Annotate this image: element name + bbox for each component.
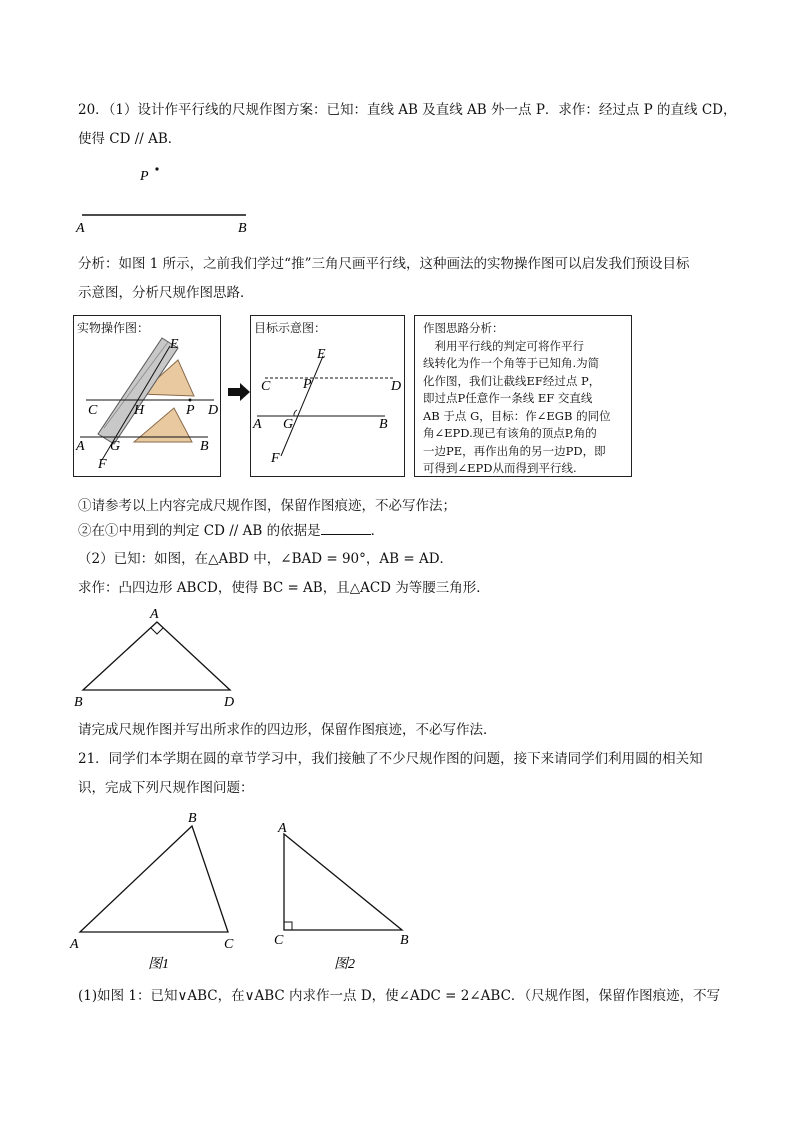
q20-analysis-1: 分析：如图 1 所示，之前我们学过“推”三角尺画平行线，这种画法的实物操作图可以启发我们预设目标: [78, 256, 690, 272]
label-p: P: [303, 377, 312, 392]
figure-1: [66, 808, 256, 976]
label-b: B: [238, 221, 247, 236]
q21-sub1: (1)如图 1：已知∨ABC，在∨ABC 内求作一点 D，使∠ADC = 2∠ABC．（尺规作图，保留作图痕迹，不写: [78, 988, 721, 1004]
label-b: B: [379, 417, 388, 432]
label-b: B: [74, 695, 83, 710]
box-construction-analysis: [414, 315, 632, 477]
arrow-right-icon: [228, 383, 250, 401]
q20-analysis-2: 示意图，分析尺规作图思路．: [78, 285, 254, 301]
line-ef: [281, 356, 323, 456]
answer-blank[interactable]: [321, 520, 371, 535]
box2-title: 目标示意图：: [254, 321, 327, 335]
label-d: D: [391, 379, 402, 394]
q20-part2-line2: 求作：凸四边形 ABCD，使得 BC = AB，且△ACD 为等腰三角形．: [78, 580, 490, 596]
label-p: P: [140, 169, 149, 184]
analysis-notes: 作图思路分析： 利用平行线的判定可将作平行 线转化为作一个角等于已知角.为简 化作图，我们让截线EF经过点 P， 即过点P任意作一条线 EF 交直线 AB 于点 G，目标：作∠EGB 的同位 角∠EPD.现已有该角的顶点P,角的 一边PE，再作出角的另一边PD，即 可得到∠EPD从而得到平行线.: [423, 321, 611, 475]
q21-line1: 21．同学们本学期在圆的章节学习中，我们接触了不少尺规作图的问题，接下来请同学们利用圆的相关知: [78, 751, 703, 767]
label-g: G: [283, 417, 294, 432]
box-physical-operation: [73, 315, 221, 477]
q21-line2: 识，完成下列尺规作图问题：: [78, 780, 254, 796]
q20-task-2: ②在①中用到的判定 CD // AB 的依据是 ．: [78, 520, 384, 541]
right-angle-mark: [151, 628, 163, 634]
label-b: B: [200, 439, 209, 454]
label-c: C: [274, 933, 284, 948]
triangle-abd-figure: [66, 602, 246, 710]
label-b: B: [188, 811, 197, 826]
label-c: C: [224, 937, 234, 952]
label-h: H: [134, 403, 145, 418]
q20-part2-line3: 请完成尺规作图并写出所求作的四边形，保留作图痕迹，不必写作法．: [78, 722, 497, 738]
right-angle-mark: [284, 922, 292, 930]
q20-line2: 使得 CD // AB．: [78, 131, 182, 147]
line-ab-figure: [60, 160, 280, 240]
label-d: D: [224, 695, 235, 710]
label-d: D: [208, 403, 219, 418]
label-c: C: [88, 403, 98, 418]
label-a: A: [70, 937, 79, 952]
label-a: A: [150, 607, 159, 622]
label-c: C: [261, 379, 271, 394]
label-g: G: [110, 439, 121, 454]
label-b: B: [400, 933, 409, 948]
figure-2: [270, 818, 420, 976]
triangle-acb: [284, 834, 402, 930]
q20-part2-line1: （2）已知：如图，在△ABD 中，∠BAD = 90°，AB = AD．: [78, 551, 454, 567]
target-schematic-figure: [251, 316, 404, 476]
label-a: A: [253, 417, 262, 432]
q20-line1: 20．（1）设计作平行线的尺规作图方案：已知：直线 AB 及直线 AB 外一点 P．求作：经过点 P 的直线 CD，: [78, 102, 737, 118]
caption-fig2: 图2: [334, 957, 355, 972]
physical-operation-figure: [74, 316, 220, 476]
triangle-abd: [83, 622, 230, 690]
point-p: [155, 167, 158, 170]
label-a: A: [278, 821, 287, 836]
label-a: A: [76, 221, 85, 236]
box1-title: 实物操作图：: [77, 321, 150, 335]
label-p: P: [186, 403, 195, 418]
label-f: F: [271, 451, 280, 466]
triangle-abc: [80, 826, 228, 932]
box-target-schematic: [250, 315, 405, 477]
label-e: E: [170, 337, 179, 352]
caption-fig1: 图1: [148, 957, 169, 972]
label-a: A: [76, 439, 85, 454]
label-f: F: [98, 457, 107, 472]
label-e: E: [317, 347, 326, 362]
q20-task-1: ①请参考以上内容完成尺规作图，保留作图痕迹，不必写作法；: [78, 498, 456, 514]
point-p: [189, 399, 192, 402]
